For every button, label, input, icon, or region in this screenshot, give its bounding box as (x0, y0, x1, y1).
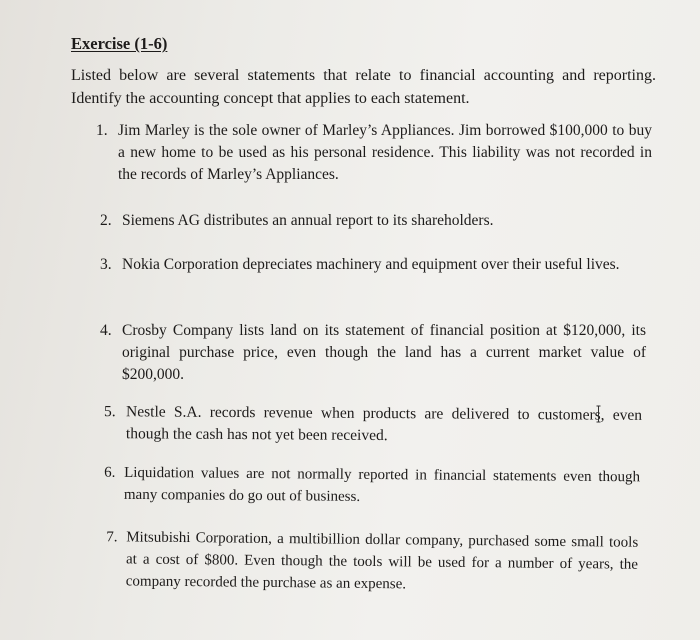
statement-item-2 (100, 210, 640, 232)
statement-item-7 (106, 526, 639, 598)
statement-text: Siemens AG distributes an annual report to its shareholders. (122, 212, 494, 229)
statement-text: Nokia Corporation depreciates machinery and equipment over their useful lives. (122, 256, 620, 273)
exercise-intro: Listed below are several statements that relate to financial accounting and reporting. Identify the accounting concept that applies to each statement. (71, 67, 656, 107)
statement-text: Liquidation values are not normally reported in financial statements even though many companies do go out of business. (123, 464, 641, 505)
exercise-title: Exercise (1-6) (71, 34, 168, 53)
statement-text: Jim Marley is the sole owner of Marley’s Appliances. Jim borrowed $100,000 to buy a new home to be used as his personal residence. This liability was not recorded in the records of Marley’s Appliances. (118, 122, 652, 183)
statement-text: Mitsubishi Corporation, a multibillion dollar company, purchased some small tools at a cost of $800. Even though the tools will be used for a number of years, the company recorded the purchase as an expense. (125, 529, 639, 593)
statement-item-1 (96, 120, 652, 186)
statement-text: Nestle S.A. records revenue when products are delivered to customers, even though the cash has not yet been received. (125, 403, 643, 445)
statement-item-5 (104, 401, 642, 449)
statement-number: 3. (100, 256, 112, 273)
statement-number: 1. (96, 122, 108, 139)
statement-number: 7. (106, 529, 118, 546)
statement-text: Crosby Company lists land on its statement of financial position at $120,000, its original purchase price, even though the land has a current market value of $200,000. (122, 322, 646, 383)
statement-number: 6. (104, 464, 116, 481)
statement-item-3 (100, 254, 650, 276)
statement-item-6 (104, 462, 640, 511)
statement-item-4 (100, 320, 646, 386)
statement-number: 4. (100, 322, 112, 339)
statement-number: 2. (100, 212, 112, 229)
statement-number: 5. (104, 403, 116, 421)
text-cursor-icon (596, 405, 601, 423)
